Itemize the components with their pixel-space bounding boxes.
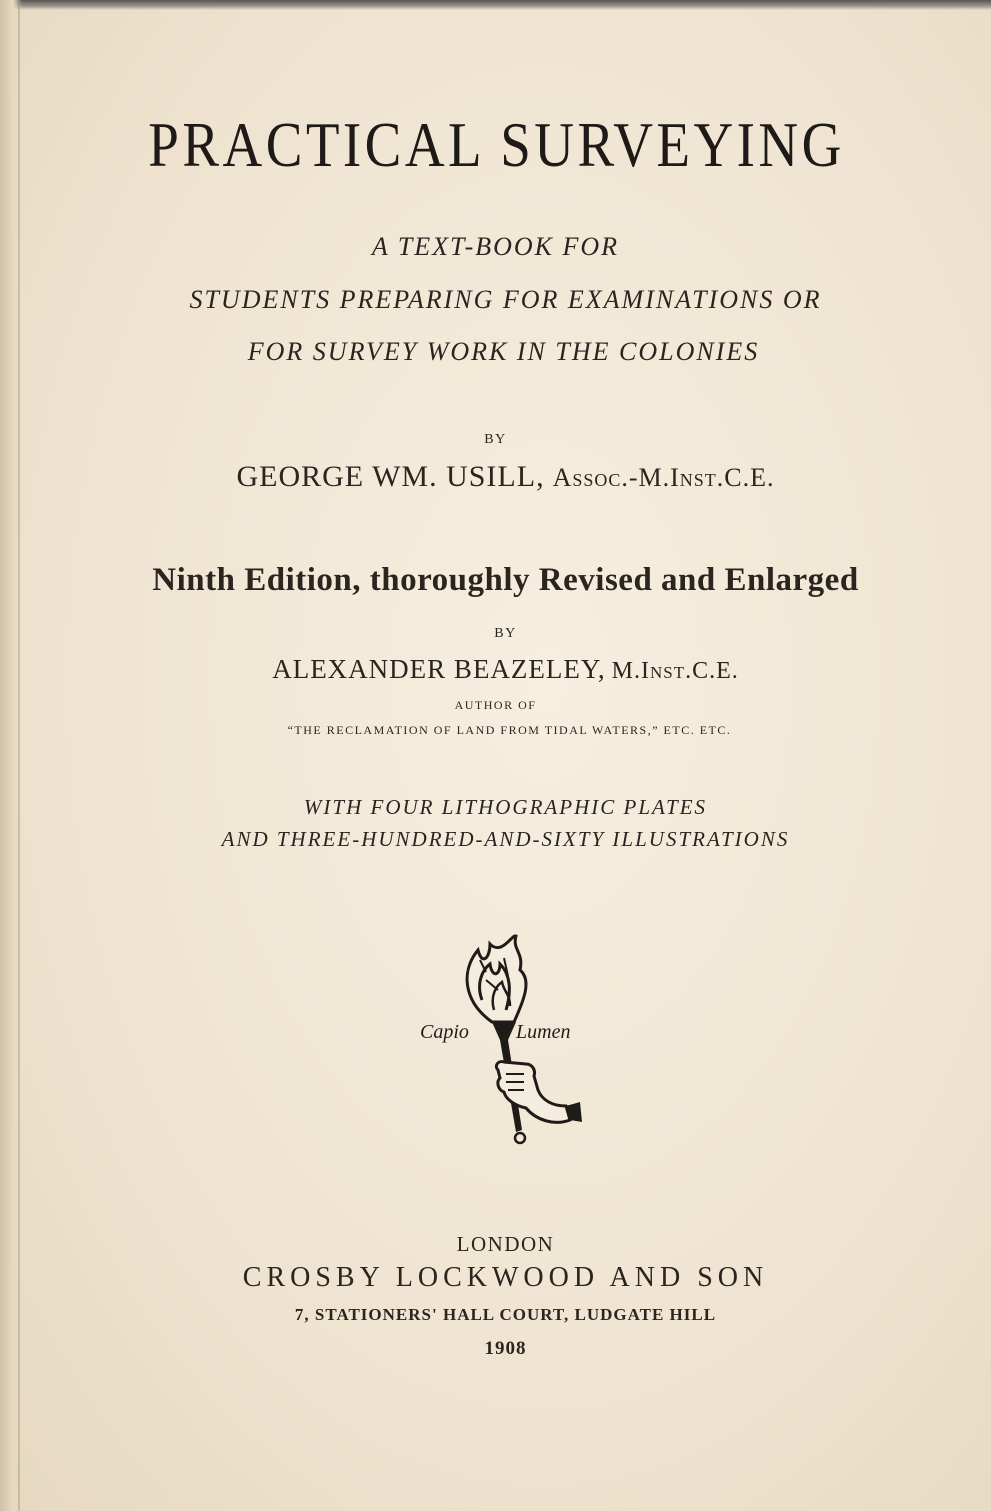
torch-flame-icon: [467, 936, 526, 1022]
reviser-by-label: BY: [494, 626, 517, 641]
illustrations-line-2: AND THREE-HUNDRED-AND-SIXTY ILLUSTRATIONS: [221, 827, 790, 851]
author-name: GEORGE WM. USILL,: [236, 460, 545, 493]
reviser-work-title: “THE RECLAMATION OF LAND FROM TIDAL WATERS,” ETC. ETC.: [287, 723, 732, 737]
motto-left: Capio: [420, 1021, 469, 1043]
edition-statement: Ninth Edition, thoroughly Revised and Enlarged: [152, 562, 859, 598]
author-line: [10, 460, 991, 494]
illustrations-line-1: WITH FOUR LITHOGRAPHIC PLATES: [303, 795, 708, 819]
imprint-city: LONDON: [456, 1232, 555, 1256]
subtitle-line-2: STUDENTS PREPARING FOR EXAMINATIONS OR: [189, 285, 822, 314]
reviser-credentials: M.Inst.C.E.: [611, 658, 739, 684]
imprint-publisher: CROSBY LOCKWOOD AND SON: [242, 1262, 769, 1293]
imprint-year: 1908: [484, 1338, 527, 1359]
subtitle-line-1: A TEXT-BOOK FOR: [371, 232, 620, 261]
imprint-address: 7, STATIONERS' HALL COURT, LUDGATE HILL: [294, 1305, 717, 1324]
author-credentials: Assoc.-M.Inst.C.E.: [552, 463, 775, 492]
subtitle-line-3: FOR SURVEY WORK IN THE COLONIES: [247, 337, 760, 366]
reviser-name: ALEXANDER BEAZELEY,: [272, 654, 606, 684]
by-label: BY: [484, 432, 507, 447]
author-of-label: AUTHOR OF: [454, 698, 537, 712]
page-top-edge: [0, 0, 991, 10]
book-title: PRACTICAL SURVEYING: [148, 109, 845, 180]
motto-right: Lumen: [516, 1021, 571, 1043]
reviser-line: [10, 654, 991, 685]
torch-emblem: [420, 930, 590, 1150]
hand-icon: [496, 1062, 582, 1123]
